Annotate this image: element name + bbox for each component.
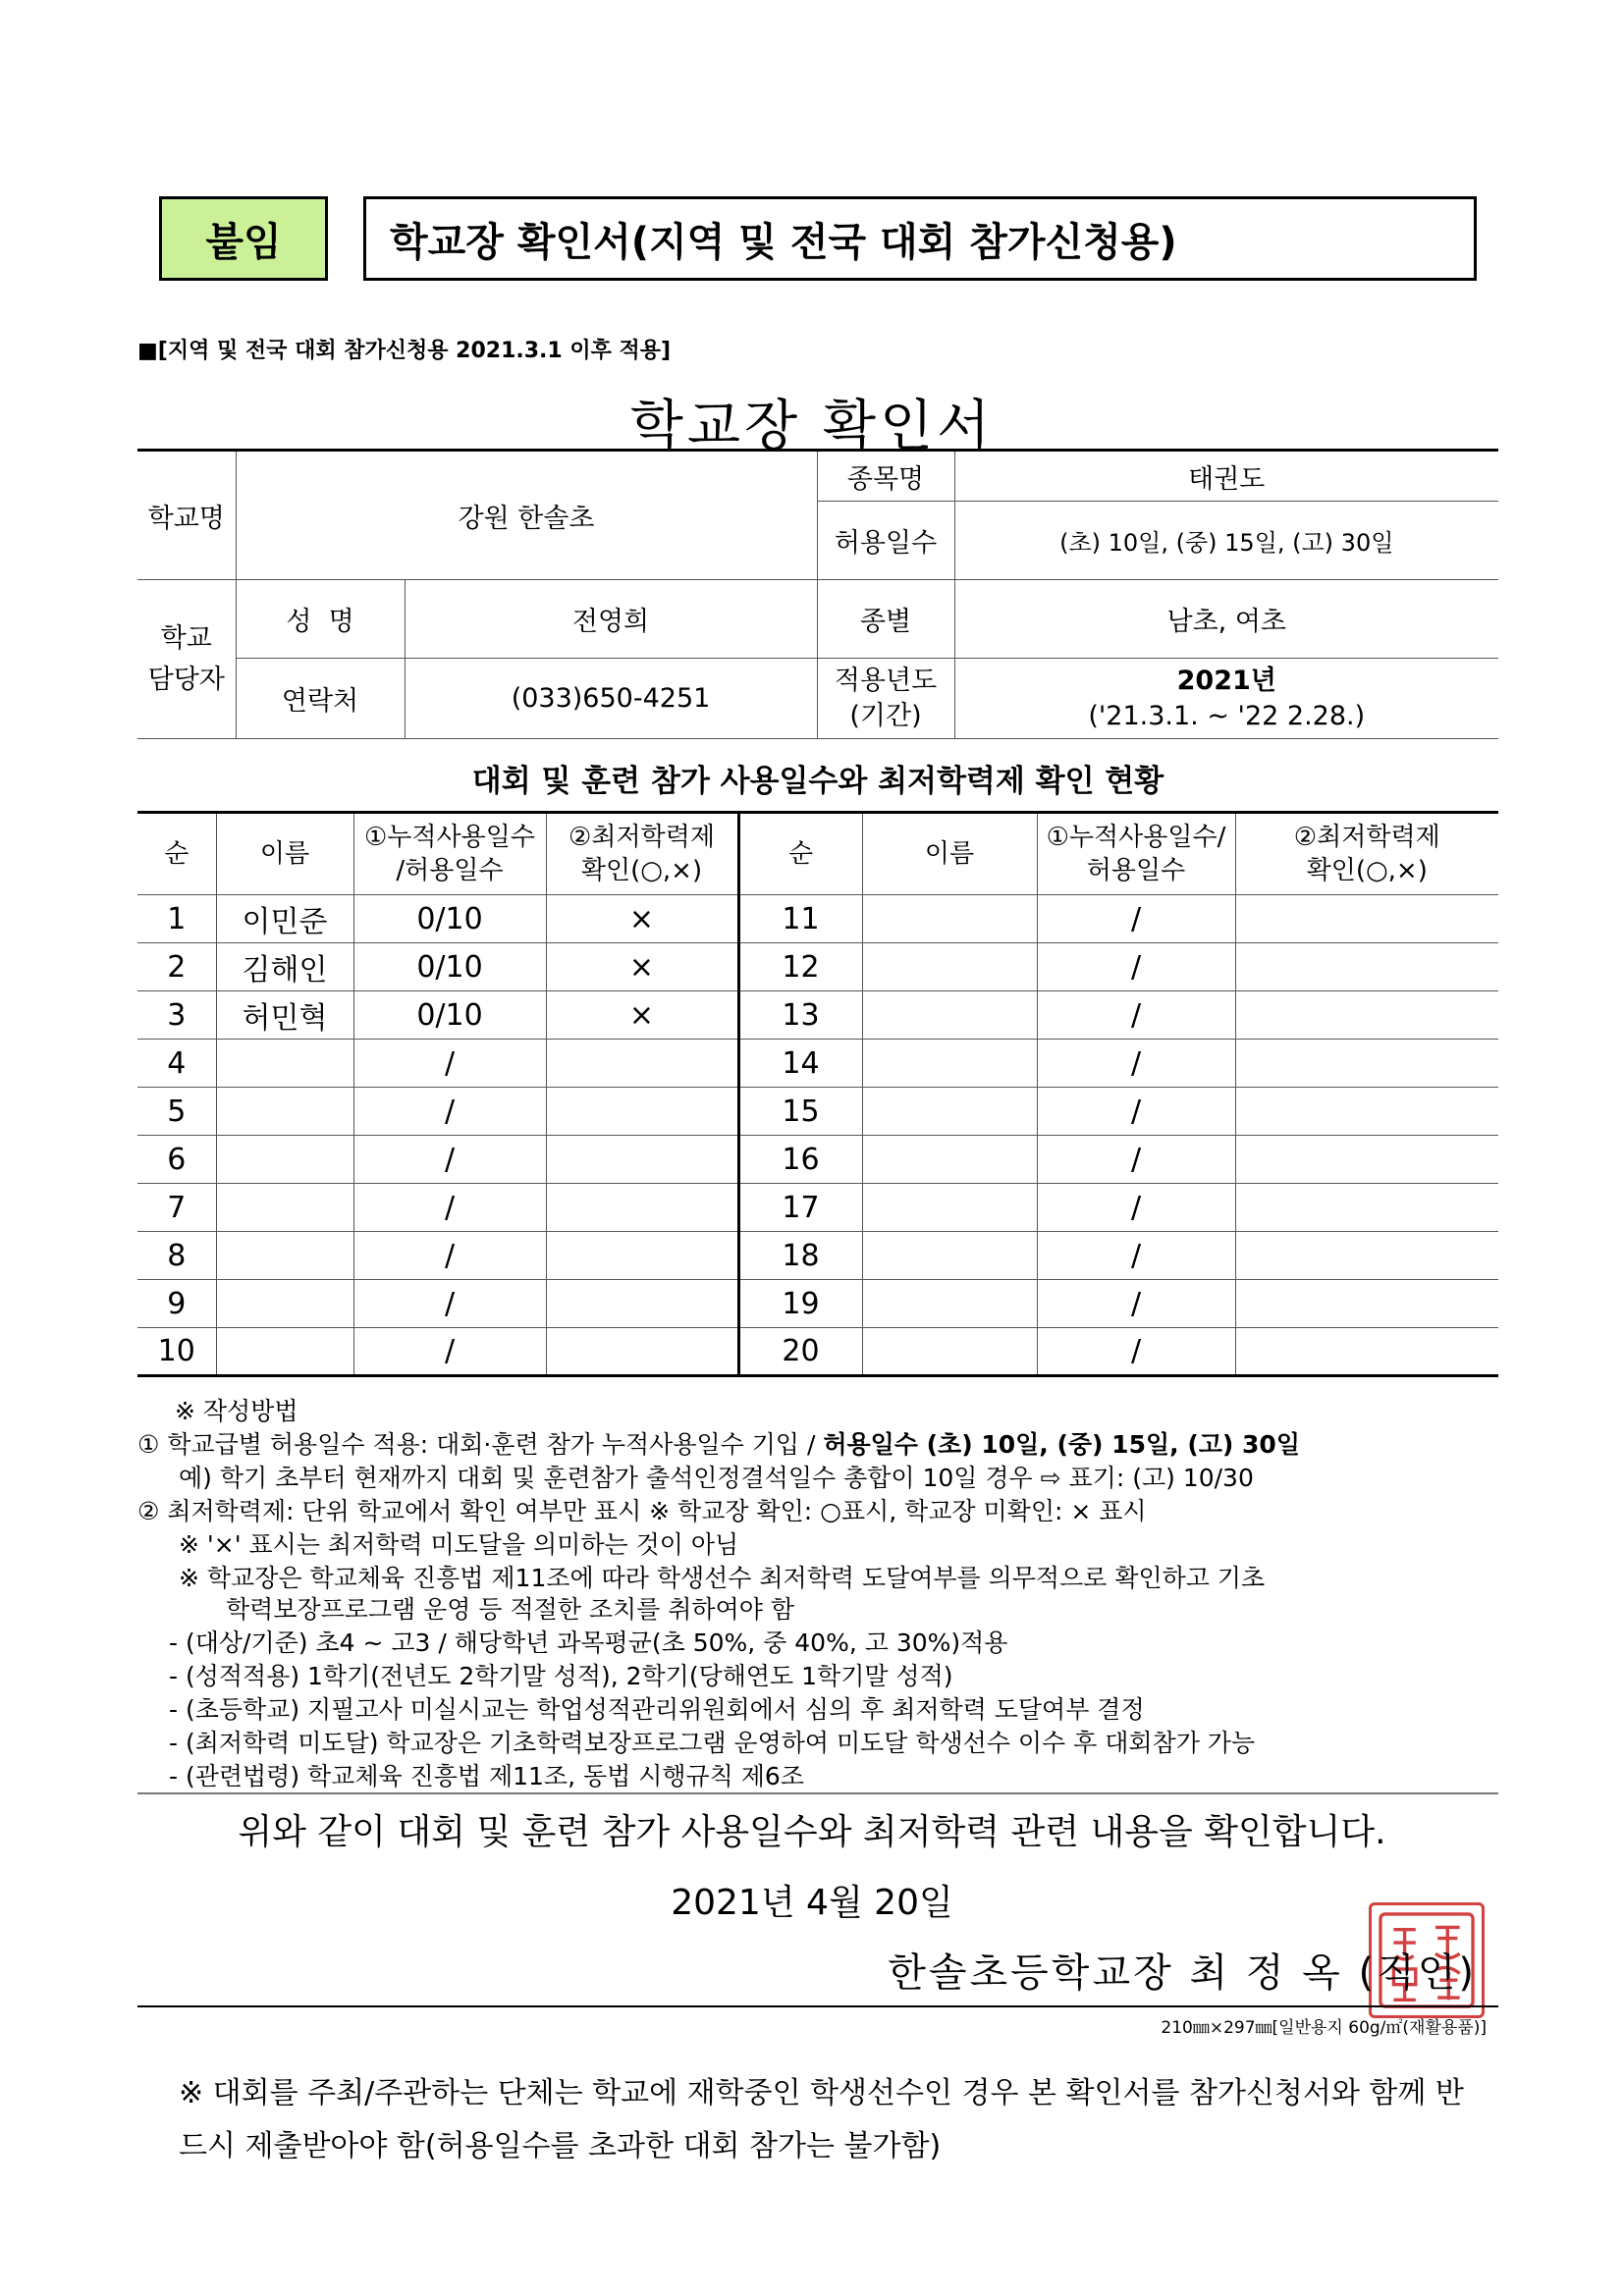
row-seq: 8 [137,1232,216,1280]
note-1 [137,1425,1300,1461]
note-1-text: ① 학교급별 허용일수 적용: 대회·훈련 참가 누적사용일수 기입 / [137,1430,824,1459]
year-label: 적용년도 (기간) [817,659,954,739]
row-seq-right: 18 [738,1232,862,1280]
row-seq: 4 [137,1040,216,1088]
row-seq-right: 17 [738,1184,862,1232]
row-seq: 1 [137,895,216,943]
year-period: ('21.3.1. ~ '22 2.28.) [1088,700,1366,731]
row-check [546,1184,738,1232]
row-seq-right: 19 [738,1280,862,1328]
status-section-title: 대회 및 훈련 참가 사용일수와 최저학력제 확인 현황 [471,764,1164,799]
header-name-right: 이름 [862,813,1037,895]
category-value: 남초, 여초 [954,580,1498,659]
row-name: 김해인 [216,943,353,991]
row-check: × [546,991,738,1040]
table-row [137,1040,1498,1088]
row-days-right: / [1037,1184,1235,1232]
table-row [137,991,1498,1040]
row-check [546,1280,738,1328]
issue-date: 2021년 4월 20일 [671,1883,953,1923]
row-check [546,1136,738,1184]
row-name-right [862,943,1037,991]
row-name [216,1088,353,1136]
row-check [546,1328,738,1376]
row-check-right [1235,895,1498,943]
row-days: / [353,1136,546,1184]
paper-spec: 210㎜×297㎜[일반용지 60g/㎡(재활용품)] [1161,2018,1487,2038]
year-cell [954,659,1498,739]
row-days-right: / [1037,1328,1235,1376]
row-name [216,1136,353,1184]
row-seq-right: 16 [738,1136,862,1184]
row-name [216,1232,353,1280]
row-days: / [353,1328,546,1376]
row-seq-right: 12 [738,943,862,991]
row-check-right [1235,1232,1498,1280]
header-days-right: ①누적사용일수/ 허용일수 [1037,813,1235,895]
row-name: 허민혁 [216,991,353,1040]
row-days: 0/10 [353,895,546,943]
note-1-bold: 허용일수 (초) 10일, (중) 15일, (고) 30일 [823,1430,1300,1459]
note-2-sub-2-cont: 학력보장프로그램 운영 등 적절한 조치를 취하여야 함 [226,1595,794,1624]
detail-not-reached: - (최저학력 미도달) 학교장은 기초학력보장프로그램 운영하여 미도달 학생선수 이수 후 대회참가 가능 [169,1729,1256,1757]
note-2-sub-1: ※ '×' 표시는 최저학력 미도달을 의미하는 것이 아님 [179,1530,739,1559]
row-days-right: / [1037,895,1235,943]
allowed-days-value: (초) 10일, (중) 15일, (고) 30일 [954,502,1498,580]
row-days: 0/10 [353,991,546,1040]
row-seq: 7 [137,1184,216,1232]
row-seq: 10 [137,1328,216,1376]
row-seq: 6 [137,1136,216,1184]
row-check-right [1235,1184,1498,1232]
header-check: ②최저학력제 확인(○,×) [546,813,738,895]
writing-method-heading: ※ 작성방법 [175,1397,298,1425]
row-days: / [353,1184,546,1232]
attachment-tag: 붙임 [159,196,328,281]
applies-note: ■[지역 및 전국 대회 참가신청용 2021.3.1 이후 적용] [137,339,672,363]
row-check-right [1235,991,1498,1040]
row-days-right: / [1037,943,1235,991]
table-row [137,943,1498,991]
category-label: 종별 [817,580,954,659]
row-name: 이민준 [216,895,353,943]
row-check-right [1235,1328,1498,1376]
row-days: 0/10 [353,943,546,991]
row-days-right: / [1037,1088,1235,1136]
row-check-right [1235,943,1498,991]
contact-label: 연락처 [236,659,405,739]
row-name [216,1328,353,1376]
manager-name-value: 전영희 [405,580,817,659]
allowed-days-label: 허용일수 [817,502,954,580]
row-seq: 3 [137,991,216,1040]
school-name-value: 강원 한솔초 [236,451,817,580]
row-check-right [1235,1040,1498,1088]
row-days: / [353,1280,546,1328]
table-row [137,1232,1498,1280]
row-check-right [1235,1136,1498,1184]
row-name-right [862,1184,1037,1232]
row-check: × [546,943,738,991]
row-seq: 9 [137,1280,216,1328]
footer-note: ※ 대회를 주최/주관하는 단체는 학교에 재학중인 학생선수인 경우 본 확인서를 참가신청서와 함께 반드시 제출받아야 함(허용일수를 초과한 대회 참가는 불가함) [179,2076,1464,2163]
row-name-right [862,1136,1037,1184]
table-row [137,1328,1498,1376]
sport-label: 종목명 [817,451,954,502]
notes-divider [137,1792,1498,1794]
row-name [216,1280,353,1328]
note-2: ② 최저학력제: 단위 학교에서 확인 여부만 표시 ※ 학교장 확인: ○표시, 학교장 미확인: × 표시 [137,1497,1147,1525]
row-name [216,1040,353,1088]
school-manager-label: 학교 담당자 [137,580,236,739]
page-title: 학교장 확인서 [629,395,995,458]
detail-grades: - (성적적용) 1학기(전년도 2학기말 성적), 2학기(당해연도 1학기말 성적) [169,1662,953,1690]
detail-law: - (관련법령) 학교체육 진흥법 제11조, 동법 시행규칙 제6조 [169,1762,804,1790]
row-days-right: / [1037,1280,1235,1328]
table-row [137,1280,1498,1328]
row-seq: 5 [137,1088,216,1136]
row-days: / [353,1088,546,1136]
row-seq-right: 14 [738,1040,862,1088]
row-check-right [1235,1280,1498,1328]
sport-value: 태권도 [954,451,1498,502]
contact-value: (033)650-4251 [405,659,817,739]
row-name-right [862,895,1037,943]
row-check: × [546,895,738,943]
header-check-right: ②최저학력제 확인(○,×) [1235,813,1498,895]
table-row [137,1088,1498,1136]
header-seq: 순 [137,813,216,895]
school-info-table [137,449,1498,739]
year-value: 2021년 [1176,665,1276,696]
row-seq: 2 [137,943,216,991]
table-row [137,895,1498,943]
row-name-right [862,991,1037,1040]
row-days: / [353,1232,546,1280]
detail-target: - (대상/기준) 초4 ~ 고3 / 해당학년 과목평균(초 50%, 중 40%, 고 30%)적용 [169,1629,1008,1657]
row-days-right: / [1037,1136,1235,1184]
row-check [546,1232,738,1280]
row-name-right [862,1040,1037,1088]
row-days-right: / [1037,1232,1235,1280]
note-1-example: 예) 학기 초부터 현재까지 대회 및 훈련참가 출석인정결석일수 총합이 10일 경우 ⇨ 표기: (고) 10/30 [179,1464,1254,1492]
row-name-right [862,1328,1037,1376]
row-check [546,1088,738,1136]
row-days: / [353,1040,546,1088]
manager-name-label: 성 명 [236,580,405,659]
school-name-label: 학교명 [137,451,236,580]
bottom-divider [137,2005,1498,2007]
confirm-sentence: 위와 같이 대회 및 훈련 참가 사용일수와 최저학력 관련 내용을 확인합니다. [238,1812,1386,1852]
document-header-title: 학교장 확인서(지역 및 전국 대회 참가신청용) [363,196,1477,281]
header-days: ①누적사용일수 /허용일수 [353,813,546,895]
row-seq-right: 11 [738,895,862,943]
row-check-right [1235,1088,1498,1136]
table-row [137,1136,1498,1184]
header-seq-right: 순 [738,813,862,895]
row-name-right [862,1088,1037,1136]
roster-table [137,811,1498,1377]
row-days-right: / [1037,991,1235,1040]
note-2-sub-2: ※ 학교장은 학교체육 진흥법 제11조에 따라 학생선수 최저학력 도달여부를 의무적으로 확인하고 기초 [179,1564,1266,1592]
row-seq-right: 13 [738,991,862,1040]
row-name [216,1184,353,1232]
table-row [137,1184,1498,1232]
detail-elementary: - (초등학교) 지필고사 미실시교는 학업성적관리위원회에서 심의 후 최저학력 도달여부 결정 [169,1695,1145,1724]
row-days-right: / [1037,1040,1235,1088]
row-check [546,1040,738,1088]
row-name-right [862,1280,1037,1328]
row-seq-right: 20 [738,1328,862,1376]
principal-signature: 한솔초등학교장 최 정 옥 (직인) [888,1950,1477,1996]
row-seq-right: 15 [738,1088,862,1136]
row-name-right [862,1232,1037,1280]
header-name: 이름 [216,813,353,895]
